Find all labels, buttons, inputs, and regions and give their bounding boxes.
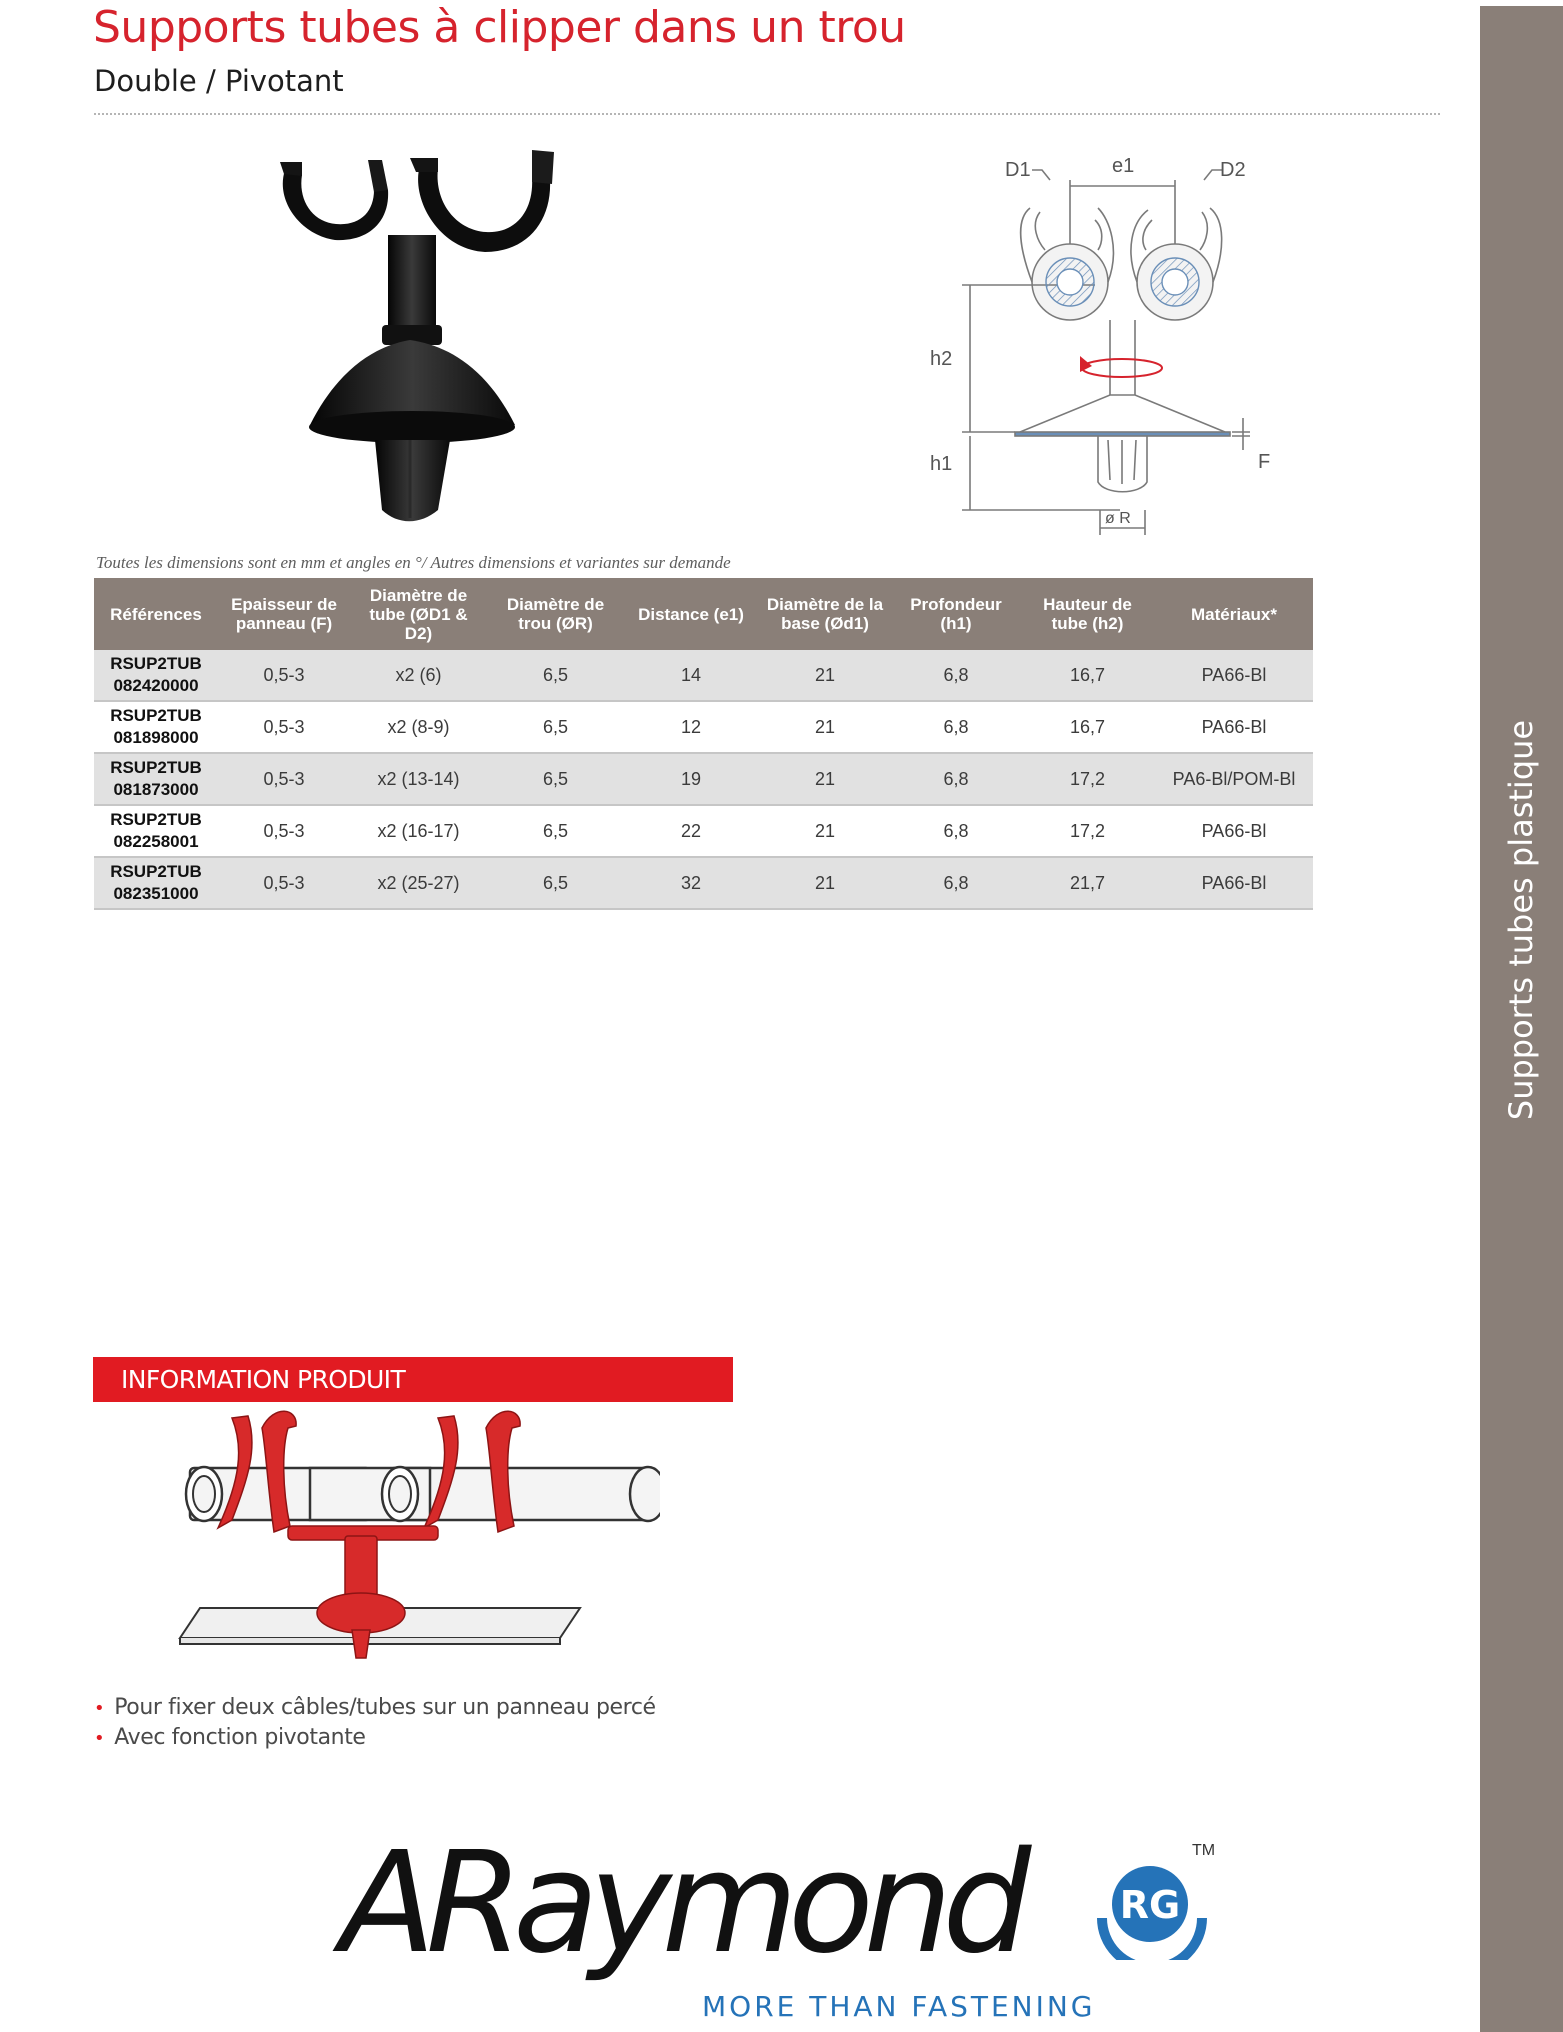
table-row [94, 650, 1313, 701]
cell-material: PA66-Bl [1155, 701, 1313, 753]
cell-tube-height: 21,7 [1020, 857, 1155, 909]
dim-label-e1: e1 [1112, 155, 1135, 177]
cell-hole-diameter: 6,5 [487, 805, 624, 857]
cell-depth: 6,8 [892, 701, 1020, 753]
table-row [94, 805, 1313, 857]
reference-cell: RSUP2TUB 081873000 [94, 753, 218, 805]
product-photo [270, 140, 600, 530]
cell-depth: 6,8 [892, 650, 1020, 701]
cell-tube-height: 16,7 [1020, 701, 1155, 753]
cell-tube-height: 17,2 [1020, 805, 1155, 857]
cell-material: PA6-Bl/POM-Bl [1155, 753, 1313, 805]
cell-depth: 6,8 [892, 805, 1020, 857]
cell-hole-diameter: 6,5 [487, 753, 624, 805]
reference-cell: RSUP2TUB 081898000 [94, 701, 218, 753]
dimensions-note: Toutes les dimensions sont en mm et angles en °/ Autres dimensions et variantes sur demande [96, 553, 731, 572]
cell-tube-diameter: x2 (6) [350, 650, 487, 701]
cell-hole-diameter: 6,5 [487, 701, 624, 753]
cell-panel-thickness: 0,5-3 [218, 753, 350, 805]
brand-mark-letters: RG [1119, 1883, 1181, 1927]
cell-distance: 19 [624, 753, 758, 805]
cell-distance: 32 [624, 857, 758, 909]
header-base-diameter: Diamètre de la base (Ød1) [758, 578, 892, 650]
header-references: Références [94, 578, 218, 650]
spec-table [94, 578, 1313, 910]
technical-drawing [920, 150, 1290, 540]
page-title: Supports tubes à clipper dans un trou [93, 2, 906, 53]
cell-material: PA66-Bl [1155, 857, 1313, 909]
brand-logo [340, 1822, 1240, 2032]
dim-label-d1: D1 [1005, 159, 1031, 181]
cell-depth: 6,8 [892, 857, 1020, 909]
cell-distance: 14 [624, 650, 758, 701]
table-row [94, 857, 1313, 909]
cell-base-diameter: 21 [758, 857, 892, 909]
cell-panel-thickness: 0,5-3 [218, 805, 350, 857]
title-divider [94, 113, 1440, 115]
dim-label-f: F [1258, 451, 1271, 473]
header-depth: Profondeur (h1) [892, 578, 1020, 650]
header-tube-diameter: Diamètre de tube (ØD1 & D2) [350, 578, 487, 650]
cell-panel-thickness: 0,5-3 [218, 857, 350, 909]
brand-mark-icon [1092, 1848, 1218, 1960]
cell-distance: 12 [624, 701, 758, 753]
reference-cell: RSUP2TUB 082258001 [94, 805, 218, 857]
cell-hole-diameter: 6,5 [487, 650, 624, 701]
cell-distance: 22 [624, 805, 758, 857]
dim-label-r: ø R [1105, 510, 1131, 527]
table-row [94, 753, 1313, 805]
header-tube-height: Hauteur de tube (h2) [1020, 578, 1155, 650]
product-info-banner: INFORMATION PRODUIT [93, 1357, 733, 1402]
cell-base-diameter: 21 [758, 701, 892, 753]
cell-tube-height: 16,7 [1020, 650, 1155, 701]
list-item: • Pour fixer deux câbles/tubes sur un panneau percé [94, 1693, 656, 1723]
cell-hole-diameter: 6,5 [487, 857, 624, 909]
cell-panel-thickness: 0,5-3 [218, 650, 350, 701]
dim-label-h1: h1 [930, 453, 953, 475]
page-subtitle: Double / Pivotant [94, 64, 344, 98]
brand-tagline: MORE THAN FASTENING [702, 1990, 1096, 2023]
brand-wordmark: ARaymond [340, 1822, 1022, 1985]
cell-tube-diameter: x2 (8-9) [350, 701, 487, 753]
cell-material: PA66-Bl [1155, 805, 1313, 857]
side-tab-title: Supports tubes plastique [1502, 719, 1540, 1121]
usage-illustration [170, 1408, 660, 1688]
cell-tube-diameter: x2 (13-14) [350, 753, 487, 805]
header-hole-diameter: Diamètre de trou (ØR) [487, 578, 624, 650]
header-distance: Distance (e1) [624, 578, 758, 650]
trademark-symbol: TM [1192, 1842, 1216, 1859]
header-materials: Matériaux* [1155, 578, 1313, 650]
table-row [94, 701, 1313, 753]
cell-tube-height: 17,2 [1020, 753, 1155, 805]
table-header-row [94, 578, 1313, 650]
dim-label-d2: D2 [1220, 159, 1246, 181]
cell-base-diameter: 21 [758, 650, 892, 701]
cell-panel-thickness: 0,5-3 [218, 701, 350, 753]
cell-depth: 6,8 [892, 753, 1020, 805]
header-panel-thickness: Epaisseur de panneau (F) [218, 578, 350, 650]
cell-tube-diameter: x2 (25-27) [350, 857, 487, 909]
cell-tube-diameter: x2 (16-17) [350, 805, 487, 857]
reference-cell: RSUP2TUB 082351000 [94, 857, 218, 909]
list-item: • Avec fonction pivotante [94, 1723, 656, 1753]
cell-base-diameter: 21 [758, 753, 892, 805]
feature-list [94, 1693, 656, 1753]
reference-cell: RSUP2TUB 082420000 [94, 650, 218, 701]
cell-base-diameter: 21 [758, 805, 892, 857]
cell-material: PA66-Bl [1155, 650, 1313, 701]
dim-label-h2: h2 [930, 348, 953, 370]
